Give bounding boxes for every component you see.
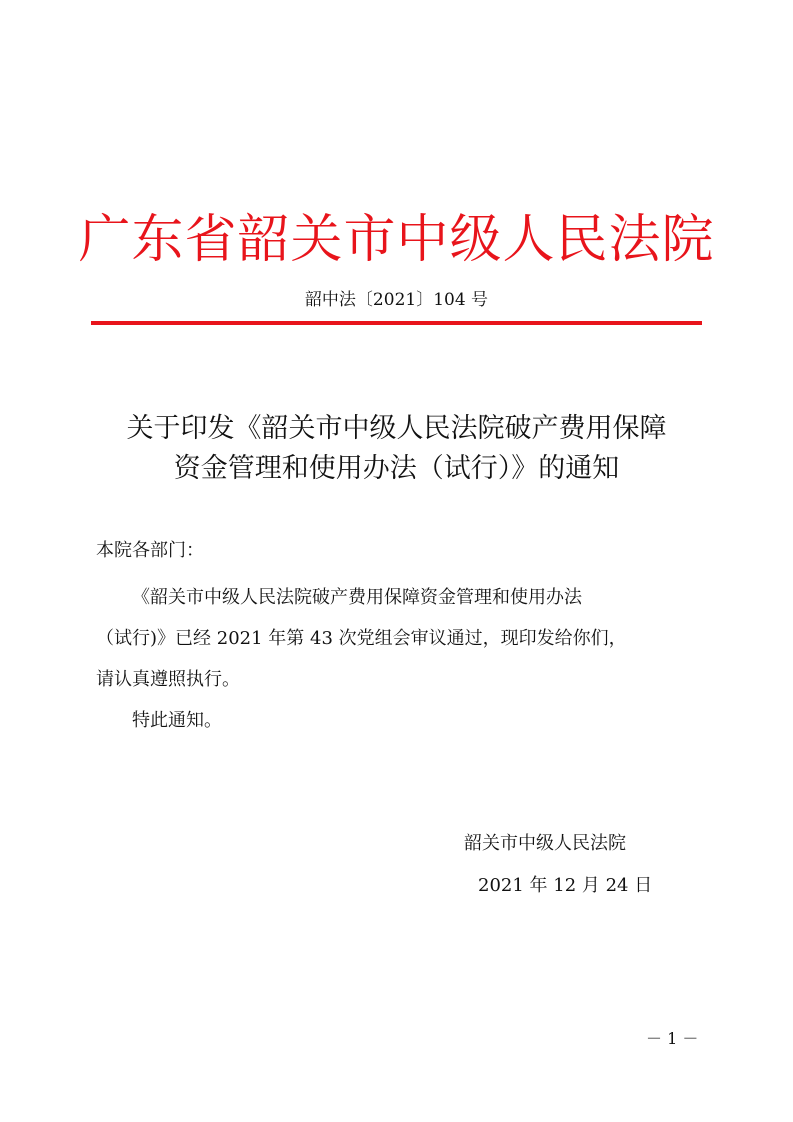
notice-title-line-1: 关于印发《韶关市中级人民法院破产费用保障: [126, 413, 667, 444]
signature-date: 2021 年 12 月 24 日: [478, 875, 653, 896]
closing-remark: 特此通知。: [132, 710, 222, 731]
red-divider-line: [91, 321, 702, 325]
salutation: 本院各部门：: [96, 540, 204, 561]
notice-title-line-2: 资金管理和使用办法（试行）》的通知: [173, 453, 620, 484]
body-paragraph-line-3: 请认真遵照执行。: [96, 669, 240, 690]
body-paragraph-line-2: （试行)》已经 2021 年第 43 次党组会审议通过，现印发给你们，: [96, 628, 627, 649]
document-number: 韶中法〔2021〕104 号: [304, 290, 489, 310]
signature-issuer: 韶关市中级人民法院: [464, 833, 626, 854]
page-number: － 1 －: [646, 1029, 699, 1048]
court-header-title: 广东省韶关市中级人民法院: [78, 210, 715, 270]
body-paragraph-line-1: 《韶关市中级人民法院破产费用保障资金管理和使用办法: [132, 587, 582, 608]
